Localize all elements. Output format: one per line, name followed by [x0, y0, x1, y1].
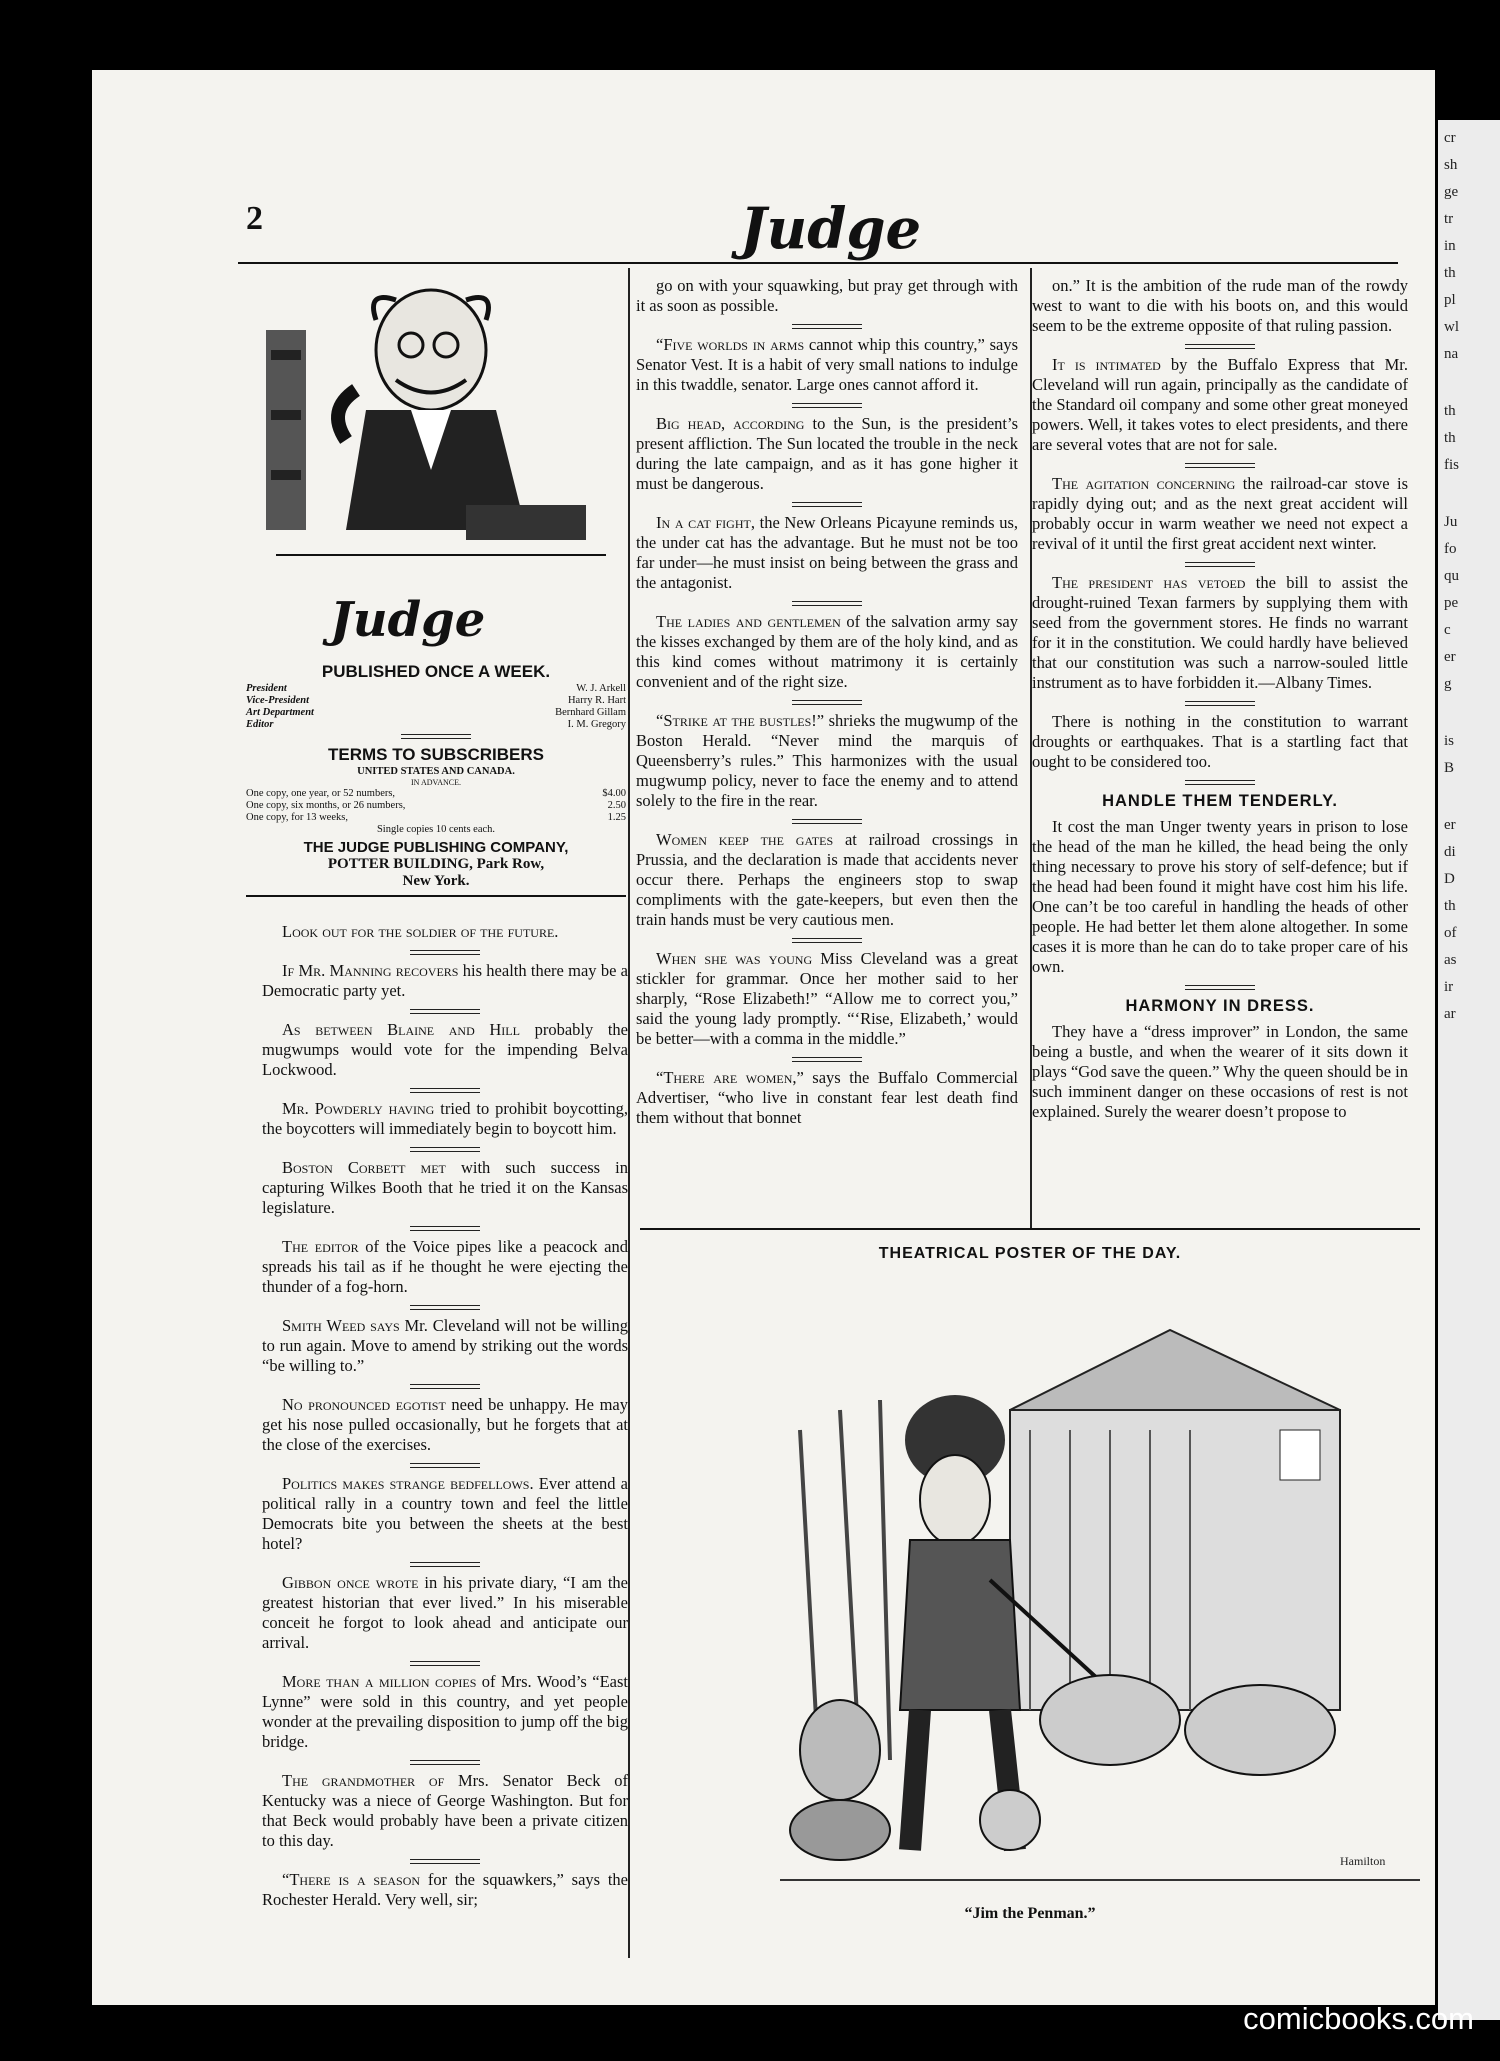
edge-fragment	[1444, 484, 1494, 504]
paragraph	[636, 335, 1018, 395]
edge-fragment	[1444, 703, 1494, 723]
paragraph	[636, 830, 1018, 930]
harmony-text: They have a “dress improver” in London, the same being a bustle, and when the wearer of it sits down it plays “God save the queen.” Why the queen should be in such imminent danger on these occasions of rest is not explained. Surely the wearer doesn’t propose to	[1032, 1022, 1408, 1121]
staff-role: President	[246, 683, 287, 694]
paragraph-lead: More than a million copies	[282, 1672, 477, 1691]
paragraph-lead: The grandmother of	[282, 1771, 445, 1790]
paragraph	[636, 414, 1018, 494]
divider	[792, 700, 862, 705]
paragraph	[636, 949, 1018, 1049]
paragraph	[262, 1395, 628, 1455]
divider	[410, 1226, 480, 1231]
column-rule	[628, 268, 630, 1958]
rate-price: 1.25	[607, 812, 626, 823]
paragraph-lead: The editor	[282, 1237, 359, 1256]
paragraph-lead: If Mr. Manning recovers	[282, 961, 459, 980]
facing-page-edge	[1438, 120, 1500, 2020]
divider	[410, 1384, 480, 1389]
edge-fragment: B	[1444, 760, 1455, 776]
paragraph-text: probably the mugwumps would vote for the impending Belva Lockwood.	[262, 1020, 628, 1079]
divider	[792, 819, 862, 824]
paragraph	[262, 1474, 628, 1554]
divider	[410, 1562, 480, 1567]
edge-fragment: of	[1444, 925, 1457, 941]
paragraph-lead: “There is a season	[282, 1870, 421, 1889]
edge-fragment: tr	[1444, 211, 1454, 227]
edge-fragment: in	[1444, 238, 1456, 254]
paragraph	[262, 1158, 628, 1218]
edge-fragment: D	[1444, 871, 1455, 887]
edge-fragment: er	[1444, 817, 1456, 833]
paragraph	[1032, 276, 1408, 336]
handle-text: It cost the man Unger twenty years in prison to lose the head of the man he killed, the head being the only thing necessary to prove his story of self-defence; but if the head had been found it might have cost him his life. One can’t be too careful in handling the heads of other people. He had better let them alone altogether. In some cases it is more than he can do to take proper care of his own.	[1032, 817, 1408, 976]
divider	[1185, 701, 1255, 706]
divider	[792, 1057, 862, 1062]
masthead: Judge	[740, 196, 922, 262]
edge-fragment: di	[1444, 844, 1456, 860]
paragraph-text: the New Orleans Picayune reminds us, the under cat has the advantage. But he must not be too far under—he must insist on being between the grass and the antagonist.	[636, 513, 1018, 592]
paragraph	[1032, 573, 1408, 693]
publication-info	[246, 662, 626, 890]
staff-row	[246, 695, 626, 706]
edge-fragment: ar	[1444, 1006, 1456, 1022]
artist-signature: Hamilton	[1340, 1854, 1386, 1868]
divider	[1185, 985, 1255, 990]
paragraph-text: Ever attend a political rally in a country town and feel the little Democrats bite you between the sheets at the best hotel?	[262, 1474, 628, 1553]
edge-fragment: Ju	[1444, 514, 1458, 530]
company-building: POTTER BUILDING, Park Row,	[327, 856, 545, 872]
paragraph	[262, 922, 628, 942]
paragraph	[1032, 474, 1408, 554]
paragraph-text: tried to prohibit boycotting, the boycotters will immediately begin to boycott him.	[262, 1099, 628, 1138]
terms	[246, 766, 626, 835]
edge-fragment: er	[1444, 649, 1456, 665]
divider	[410, 1661, 480, 1666]
paragraph-lead: Gibbon once wrote	[282, 1573, 419, 1592]
paragraph	[636, 711, 1018, 811]
section-rule	[246, 895, 626, 897]
edge-fragment: is	[1444, 733, 1455, 749]
paragraph-text: Miss Cleveland was a great stickler for grammar. Once her mother said to her sharply, “Rose Elizabeth!” “Allow me to correct you,” said the young lady promptly. “‘Rise, Elizabeth,’ would be better—with a comma in the middle.”	[636, 949, 1018, 1048]
rate-row	[246, 788, 626, 799]
page-number: 2	[246, 200, 263, 237]
paragraph-lead: Mr. Powderly having	[282, 1099, 435, 1118]
heading-handle-them-tenderly: HANDLE THEM TENDERLY.	[1102, 792, 1338, 810]
paragraph-lead: Women keep the gates	[656, 830, 834, 849]
paragraph-text: There is nothing in the constitution to warrant droughts or earthquakes. That is a startling fact that ought to be considered too.	[1032, 712, 1408, 771]
edge-fragment: th	[1444, 403, 1456, 419]
paragraph-text: his health there may be a Democratic party yet.	[262, 961, 628, 1000]
judge-illustration	[246, 270, 626, 580]
staff-name: W. J. Arkell	[576, 683, 626, 694]
rates-list	[246, 788, 626, 823]
rate-price: $4.00	[602, 788, 626, 799]
paragraph-text: in his private diary, “I am the greatest historian that ever lived.” In his miserable conceit he forgot to look ahead and anticipate our arrival.	[262, 1573, 628, 1652]
paragraph-text: says the Buffalo Commercial Advertiser, “who live in constant fear lest death find them without that bonnet	[636, 1068, 1018, 1127]
staff-role: Vice-President	[246, 695, 309, 706]
paragraph-text: on.” It is the ambition of the rude man of the rowdy west to want to die with his boots on, and this would seem to be the extreme opposite of that ruling passion.	[1032, 276, 1408, 335]
divider	[410, 1009, 480, 1014]
paragraph-text: with such success in capturing Wilkes Booth that he tried it on the Kansas legislature.	[262, 1158, 628, 1217]
paragraph-text: of Mrs. Wood’s “East Lynne” were sold in this country, and yet people wonder at the prevailing disposition to jump off the big bridge.	[262, 1672, 628, 1751]
column-3	[1032, 276, 1408, 1130]
divider	[410, 1463, 480, 1468]
column-2	[636, 276, 1018, 1136]
paragraph-lead: The agitation concerning	[1052, 474, 1236, 493]
poster-illustration	[780, 1290, 1420, 1900]
edge-fragment: as	[1444, 952, 1457, 968]
paragraph-text: of the Voice pipes like a peacock and spreads his tail as if he thought he were ejecting the thunder of a fog-horn.	[262, 1237, 628, 1296]
paragraph-lead: In a cat fight,	[656, 513, 755, 532]
staff-name: Harry R. Hart	[567, 695, 626, 706]
rate-label: One copy, for 13 weeks,	[246, 812, 348, 823]
edge-fragment: th	[1444, 265, 1456, 281]
column-1	[262, 922, 628, 1918]
divider	[1185, 562, 1255, 567]
rate-label: One copy, six months, or 26 numbers,	[246, 800, 406, 811]
paragraph-lead: Big head, according	[656, 414, 805, 433]
paragraph-text: Mr. Cleveland will not be willing to run again. Move to amend by striking out the words “be willing to.”	[262, 1316, 628, 1375]
staff-name: I. M. Gregory	[567, 719, 626, 730]
section-rule	[640, 1228, 1420, 1230]
edge-fragment: na	[1444, 346, 1459, 362]
paragraph	[262, 1771, 628, 1851]
paragraph-lead: “Five worlds in arms	[656, 335, 805, 354]
masthead-small: Judge	[330, 592, 486, 648]
poster-title: THEATRICAL POSTER OF THE DAY.	[878, 1245, 1182, 1262]
staff-list	[246, 683, 626, 730]
divider	[792, 601, 862, 606]
staff-name: Bernhard Gillam	[555, 707, 626, 718]
terms-advance: IN ADVANCE.	[410, 778, 462, 787]
staff-row	[246, 683, 626, 694]
staff-row	[246, 707, 626, 718]
paragraph	[262, 1099, 628, 1139]
edge-fragment: g	[1444, 676, 1452, 692]
paragraph-lead: When she was young	[656, 949, 813, 968]
paragraph-lead: “Strike at the bustles!”	[656, 711, 825, 730]
divider	[792, 938, 862, 943]
paragraph	[1032, 355, 1408, 455]
paragraph-text: the bill to assist the drought-ruined Texan farmers by supplying them with seed from the government stores. He finds no warrant for it in the constitution. We could hardly have believed that our constitution was such a narrow-souled little instrument as to have forbidden it.—Albany Times.	[1032, 573, 1408, 692]
divider	[1185, 463, 1255, 468]
paragraph-lead: Boston Corbett met	[282, 1158, 446, 1177]
watermark-credit: comicbooks.com	[1243, 2001, 1474, 2036]
rate-row	[246, 812, 626, 823]
paragraph-lead: The president has vetoed	[1052, 573, 1246, 592]
edge-fragment: ir	[1444, 979, 1454, 995]
paragraph-text: to the Sun, is the president’s present affliction. The Sun located the trouble in the neck during the late campaign, and as it has gone higher it must be dangerous.	[636, 414, 1018, 493]
divider	[410, 950, 480, 955]
edge-fragment: fo	[1444, 541, 1457, 557]
edge-fragment: pl	[1444, 292, 1456, 308]
staff-role: Editor	[246, 719, 274, 730]
paragraph-text: by the Buffalo Express that Mr. Cleveland will run again, principally as the candidate of the Standard oil company and some other great moneyed powers. Well, it takes votes to elect presidents, and there are several votes that are not for sale.	[1032, 355, 1408, 454]
edge-fragment: qu	[1444, 568, 1459, 584]
terms-single: Single copies 10 cents each.	[376, 824, 496, 835]
paragraph-lead: Smith Weed says	[282, 1316, 400, 1335]
paragraph-text: cannot whip this country,” says Senator Vest. It is a habit of very small nations to indulge in this twaddle, senator. Large ones cannot afford it.	[636, 335, 1018, 394]
divider	[1185, 780, 1255, 785]
divider	[792, 324, 862, 329]
edge-fragment: pe	[1444, 595, 1459, 611]
company-city: New York.	[402, 873, 470, 889]
edge-fragment: th	[1444, 430, 1456, 446]
staff-row	[246, 719, 626, 730]
paragraph	[262, 1870, 628, 1910]
paragraph-lead: As between Blaine and Hill	[282, 1020, 520, 1039]
paragraph	[636, 612, 1018, 692]
paragraph	[262, 1672, 628, 1752]
divider	[401, 734, 471, 739]
paragraph	[1032, 712, 1408, 772]
divider	[792, 502, 862, 507]
divider	[410, 1147, 480, 1152]
paragraph	[636, 1068, 1018, 1128]
paragraph	[262, 1316, 628, 1376]
divider	[792, 403, 862, 408]
paragraph-text: the railroad-car stove is rapidly dying out; and as the next great accident will probably occur in warm weather we need not expect a revival of it until the first great accident next winter.	[1032, 474, 1408, 553]
rate-row	[246, 800, 626, 811]
edge-fragment	[1444, 373, 1494, 393]
paragraph-lead: “There are women,”	[656, 1068, 804, 1087]
paragraph	[262, 961, 628, 1001]
divider	[410, 1859, 480, 1864]
paragraph	[636, 276, 1018, 316]
poster-caption: “Jim the Penman.”	[964, 1905, 1096, 1922]
rate-price: 2.50	[607, 800, 626, 811]
paragraph-lead: Look out for the soldier of the future.	[282, 922, 559, 941]
edge-fragment: c	[1444, 622, 1451, 638]
company-name: THE JUDGE PUBLISHING COMPANY,	[303, 839, 569, 856]
paragraph-lead: No pronounced egotist	[282, 1395, 446, 1414]
staff-role: Art Department	[246, 707, 314, 718]
paragraph	[262, 1020, 628, 1080]
paragraph	[636, 513, 1018, 593]
divider	[410, 1305, 480, 1310]
edge-fragment: wl	[1444, 319, 1459, 335]
edge-fragment: th	[1444, 898, 1456, 914]
paragraph-text: need be unhappy. He may get his nose pulled occasionally, but he forgets that at the close of the exercises.	[262, 1395, 628, 1454]
rate-label: One copy, one year, or 52 numbers,	[246, 788, 396, 799]
paragraph-text: Mrs. Senator Beck of Kentucky was a niece of George Washington. But for that Beck would probably have been a private citizen to this day.	[262, 1771, 629, 1850]
heading-harmony-in-dress: HARMONY IN DRESS.	[1125, 997, 1315, 1015]
paragraph-lead: It is intimated	[1052, 355, 1161, 374]
divider	[410, 1760, 480, 1765]
paragraph-text: of the salvation army say the kisses exchanged by them are of the holy kind, and as this kind comes without matrimony it is certainly convenient and of the right size.	[636, 612, 1018, 691]
paragraph-text: go on with your squawking, but pray get through with it as soon as possible.	[636, 276, 1018, 315]
edge-fragment: fis	[1444, 457, 1459, 473]
paragraph	[262, 1237, 628, 1297]
paragraph	[262, 1573, 628, 1653]
edge-fragment: cr	[1444, 130, 1456, 146]
header-rule	[238, 262, 1398, 264]
edge-fragment: sh	[1444, 157, 1458, 173]
divider	[410, 1088, 480, 1093]
terms-title: TERMS TO SUBSCRIBERS	[328, 745, 544, 764]
paragraph-text: at railroad crossings in Prussia, and the declaration is made that accidents never occur there. Perhaps the engineers stop to swap compliments with the gate-keepers, but even then the train hands must be very cautious men.	[636, 830, 1018, 929]
paragraph-lead: Politics makes strange bedfellows.	[282, 1474, 534, 1493]
edge-fragment: ge	[1444, 184, 1459, 200]
terms-sub: UNITED STATES AND CANADA.	[357, 766, 515, 777]
edge-fragment	[1444, 787, 1494, 807]
published-line: PUBLISHED ONCE A WEEK.	[321, 662, 551, 681]
paragraph-text: shrieks the mugwump of the Boston Herald. “Never mind the marquis of Queensberry’s rules.” This harmonizes with the usual mugwump policy, never to face the enemy and to attend solely to the fire in the rear.	[636, 711, 1019, 810]
divider	[1185, 344, 1255, 349]
paragraph-lead: The ladies and gentlemen	[656, 612, 841, 631]
paragraph-text: for the squawkers,” says the Rochester Herald. Very well, sir;	[262, 1870, 628, 1909]
